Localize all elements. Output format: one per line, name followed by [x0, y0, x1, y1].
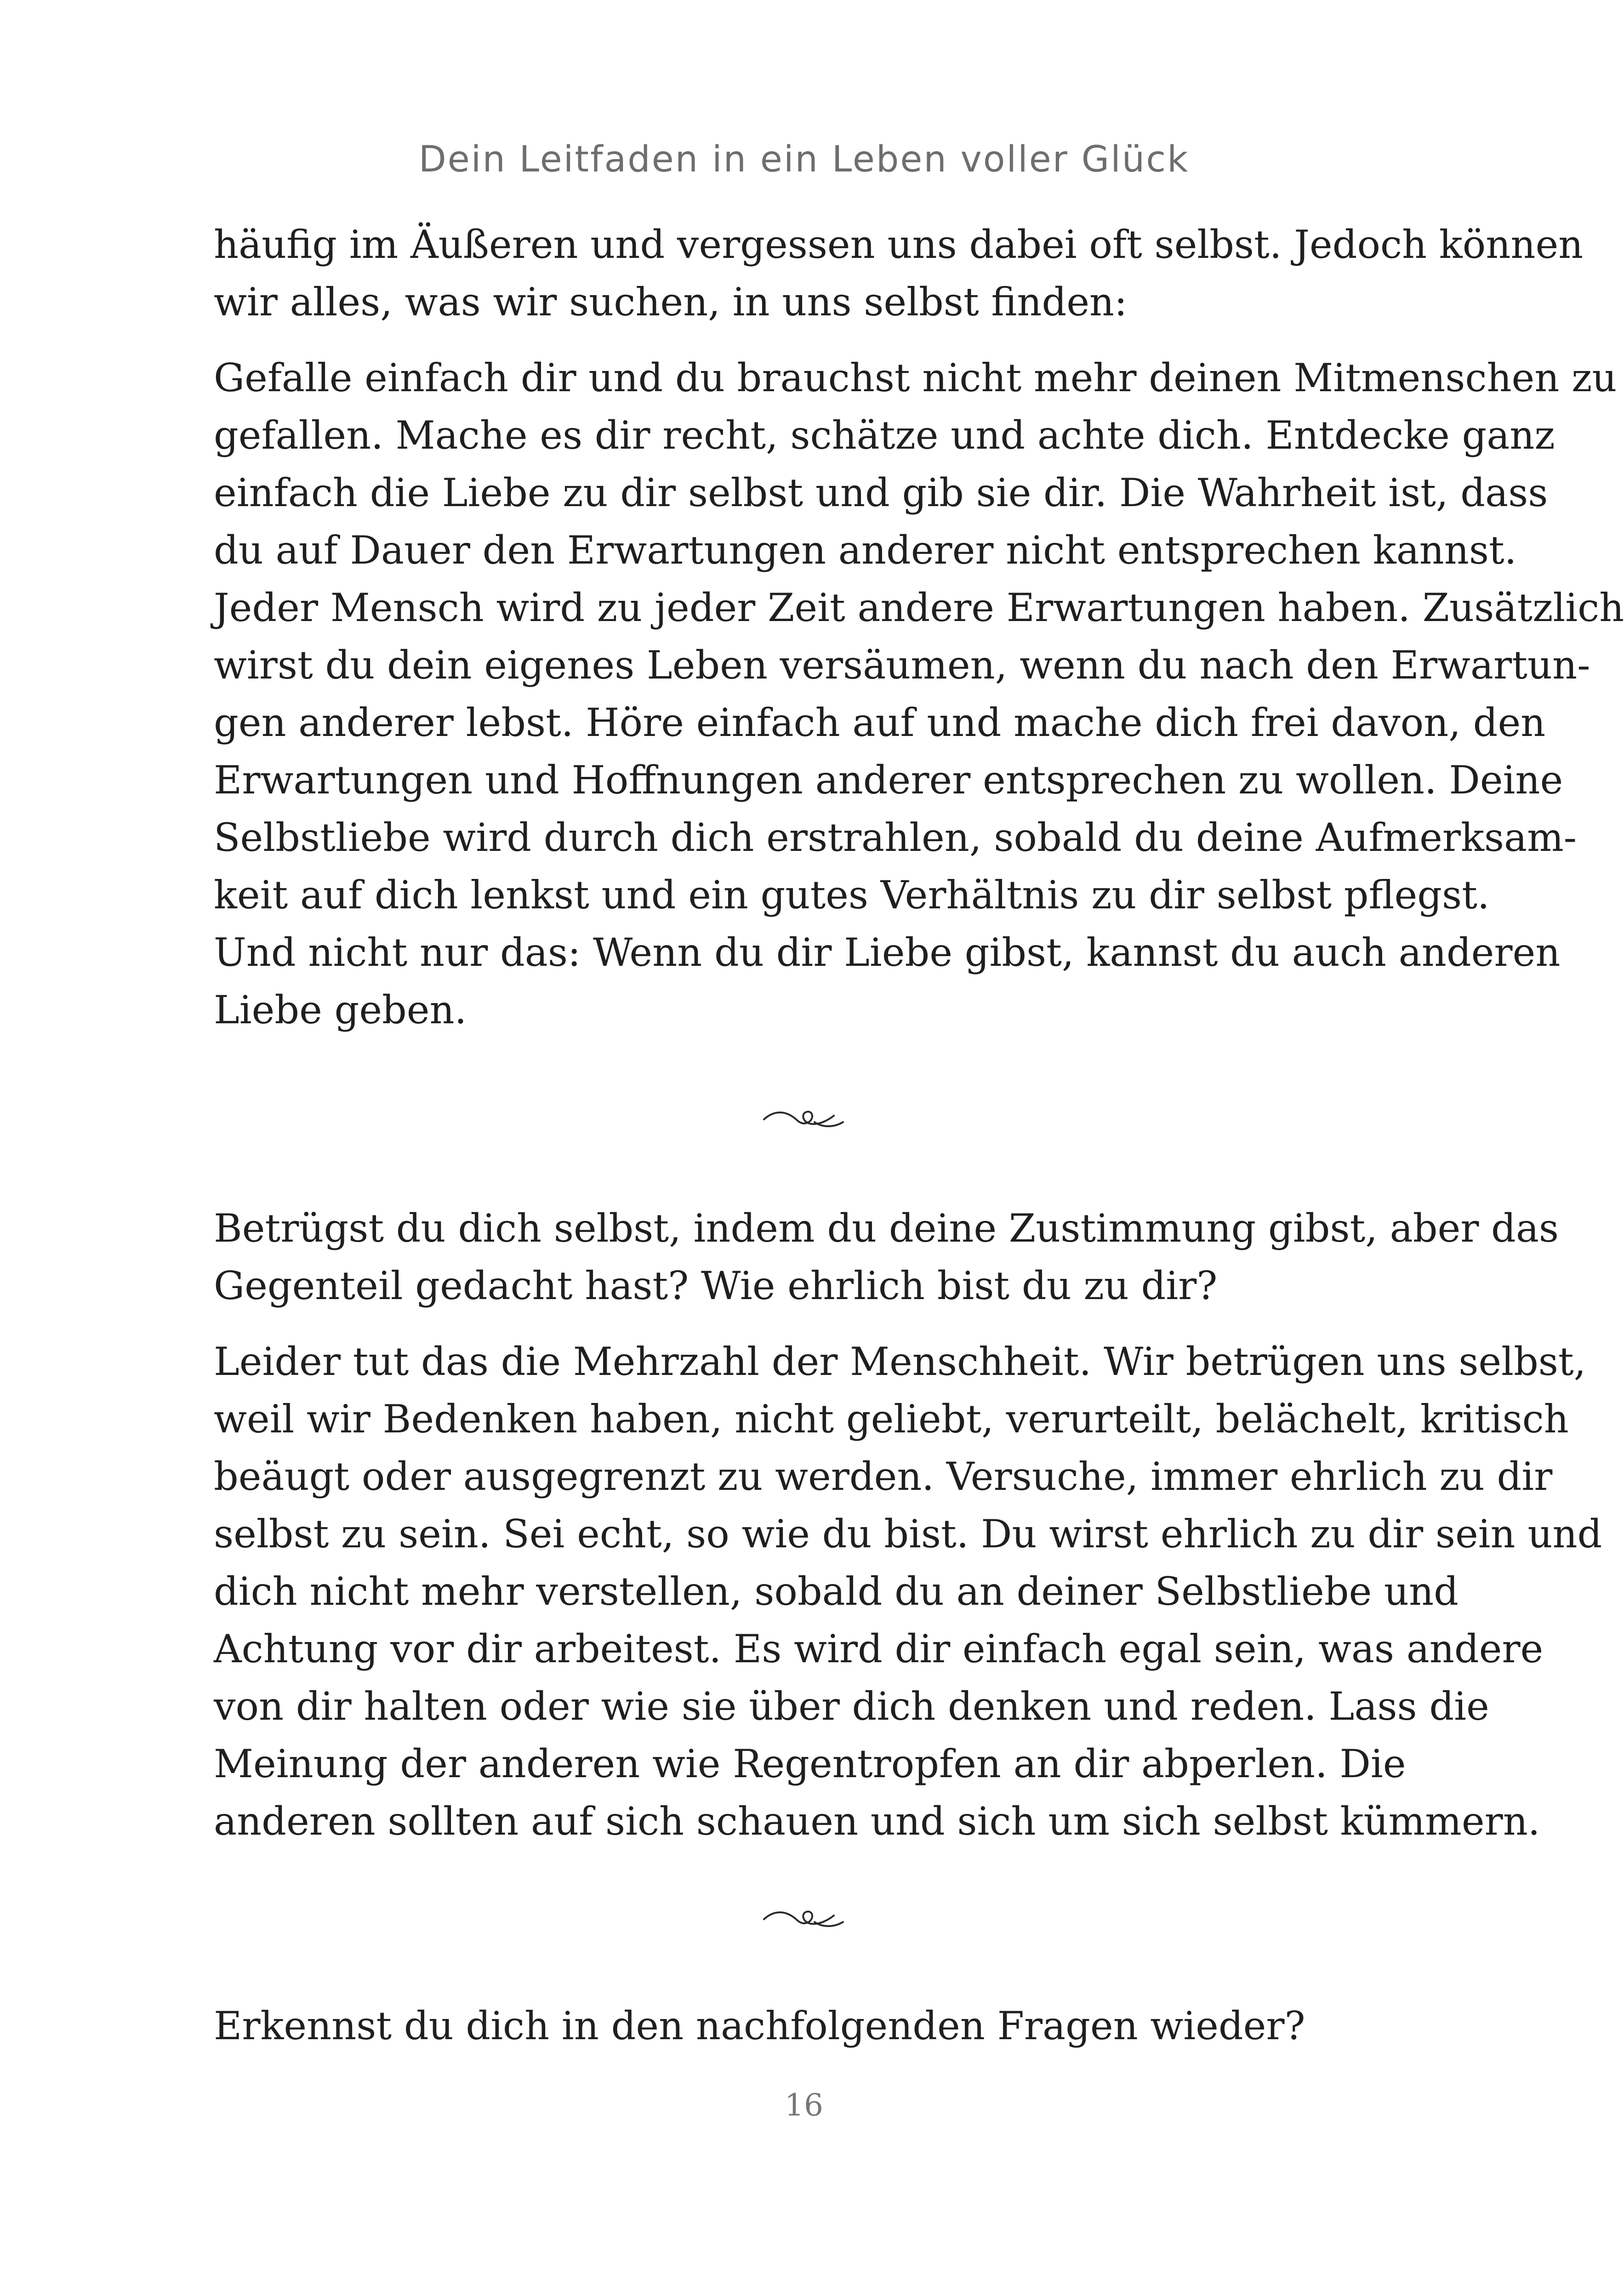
text-section-1: [214, 216, 1624, 1057]
text-line: weil wir Bedenken haben, nicht geliebt, verurteilt, belächelt, kritisch: [214, 1397, 1569, 1442]
text-line: häufig im Äußeren und vergessen uns dabei oft selbst. Jedoch können: [214, 222, 1584, 267]
paragraph: [214, 1997, 1397, 2055]
text-line: Erkennst du dich in den nachfolgenden Fragen wieder?: [214, 2003, 1305, 2048]
page-number: 16: [785, 2087, 823, 2123]
text-line: Achtung vor dir arbeitest. Es wird dir einfach egal sein, was andere: [214, 1626, 1544, 1671]
text-line: Und nicht nur das: Wenn du dir Liebe gibst, kannst du auch anderen: [214, 930, 1561, 975]
text-line: du auf Dauer den Erwartungen anderer nicht entsprechen kannst.: [214, 528, 1517, 573]
text-line: Jeder Mensch wird zu jeder Zeit andere Erwartungen haben. Zusätzlich: [214, 585, 1624, 630]
text-section-2: [214, 1200, 1602, 1869]
running-head: Dein Leitfaden in ein Leben voller Glück: [418, 139, 1190, 180]
text-line: Meinung der anderen wie Regentropfen an dir abperlen. Die: [214, 1741, 1406, 1786]
flourish-ornament-icon: [760, 1101, 848, 1133]
text-line: Erwartungen und Hoffnungen anderer entsprechen zu wollen. Deine: [214, 758, 1563, 803]
text-line: dich nicht mehr verstellen, sobald du an deiner Selbstliebe und: [214, 1569, 1459, 1614]
text-line: Selbstliebe wird durch dich erstrahlen, sobald du deine Aufmerksam-: [214, 815, 1577, 860]
text-section-3: [214, 1997, 1397, 2073]
text-line: Gefalle einfach dir und du brauchst nicht mehr deinen Mitmenschen zu: [214, 355, 1617, 400]
text-line: wir alles, was wir suchen, in uns selbst finden:: [214, 279, 1128, 325]
text-line: beäugt oder ausgegrenzt zu werden. Versuche, immer ehrlich zu dir: [214, 1454, 1553, 1499]
paragraph: [214, 1200, 1559, 1315]
text-line: wirst du dein eigenes Leben versäumen, wenn du nach den Erwartun-: [214, 643, 1590, 688]
text-line: Leider tut das die Mehrzahl der Menschheit. Wir betrügen uns selbst,: [214, 1339, 1586, 1384]
paragraph: [214, 216, 1584, 331]
paragraph: [214, 349, 1624, 1039]
text-line: von dir halten oder wie sie über dich denken und reden. Lass die: [214, 1684, 1489, 1729]
flourish-ornament-icon: [760, 1901, 848, 1933]
text-line: selbst zu sein. Sei echt, so wie du bist. Du wirst ehrlich zu dir sein und: [214, 1511, 1602, 1557]
text-line: keit auf dich lenkst und ein gutes Verhältnis zu dir selbst pflegst.: [214, 872, 1490, 918]
text-line: einfach die Liebe zu dir selbst und gib sie dir. Die Wahrheit ist, dass: [214, 470, 1548, 515]
paragraph: [214, 1333, 1602, 1850]
text-line: gen anderer lebst. Höre einfach auf und mache dich frei davon, den: [214, 700, 1546, 745]
text-line: anderen sollten auf sich schauen und sich um sich selbst kümmern.: [214, 1799, 1540, 1844]
text-line: Betrügst du dich selbst, indem du deine Zustimmung gibst, aber das: [214, 1206, 1559, 1251]
text-line: gefallen. Mache es dir recht, schätze und achte dich. Entdecke ganz: [214, 413, 1555, 458]
text-line: Gegenteil gedacht hast? Wie ehrlich bist du zu dir?: [214, 1263, 1218, 1308]
text-line: Liebe geben.: [214, 987, 467, 1032]
